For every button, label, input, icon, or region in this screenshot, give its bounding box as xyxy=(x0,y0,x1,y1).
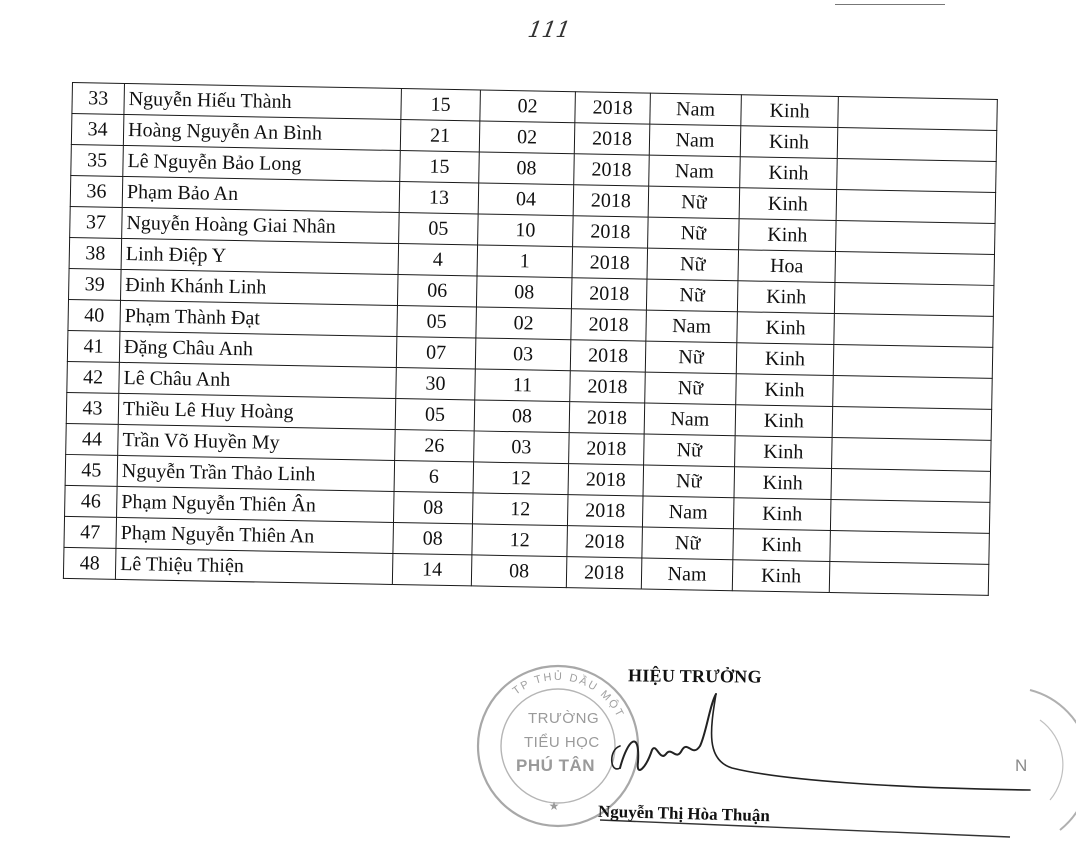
birth-year-cell: 2018 xyxy=(567,495,643,527)
birth-month-cell: 02 xyxy=(480,90,576,123)
notes-cell xyxy=(829,561,989,595)
stamp-text-tieu-hoc: TIỂU HỌC xyxy=(524,734,600,751)
student-name-cell: Phạm Thành Đạt xyxy=(120,300,398,336)
birth-month-cell: 03 xyxy=(475,338,571,371)
notes-cell xyxy=(837,128,997,162)
row-number-cell: 36 xyxy=(70,175,123,207)
gender-cell: Nữ xyxy=(642,527,734,560)
row-number-cell: 34 xyxy=(71,114,124,146)
row-number-cell: 38 xyxy=(69,237,122,269)
student-name-cell: Đặng Châu Anh xyxy=(119,331,397,367)
partial-right-stamp xyxy=(1030,690,1076,830)
birth-day-cell: 13 xyxy=(399,182,479,214)
notes-cell xyxy=(836,190,996,224)
birth-year-cell: 2018 xyxy=(573,216,649,248)
birth-month-cell: 08 xyxy=(471,555,567,588)
gender-cell: Nữ xyxy=(644,434,736,467)
student-name-cell: Phạm Nguyễn Thiên Ân xyxy=(117,486,395,522)
gender-cell: Nữ xyxy=(648,186,740,219)
birth-day-cell: 6 xyxy=(394,460,474,492)
handwritten-signature xyxy=(612,694,1030,790)
gender-cell: Nữ xyxy=(643,465,735,498)
birth-day-cell: 4 xyxy=(398,244,478,276)
birth-day-cell: 05 xyxy=(399,213,479,245)
birth-month-cell: 08 xyxy=(476,276,572,309)
ethnicity-cell: Kinh xyxy=(734,467,832,500)
row-number-cell: 44 xyxy=(66,423,119,455)
birth-month-cell: 02 xyxy=(479,121,575,154)
birth-day-cell: 05 xyxy=(397,306,477,338)
birth-month-cell: 10 xyxy=(478,214,574,247)
birth-month-cell: 12 xyxy=(473,462,569,495)
gender-cell: Nam xyxy=(649,124,741,157)
birth-day-cell: 06 xyxy=(397,275,477,307)
ethnicity-cell: Kinh xyxy=(741,95,839,128)
gender-cell: Nam xyxy=(650,93,742,126)
student-name-cell: Hoàng Nguyễn An Bình xyxy=(123,114,401,150)
page-number-mark: 111 xyxy=(525,18,573,43)
ethnicity-cell: Kinh xyxy=(740,126,838,159)
birth-month-cell: 11 xyxy=(475,369,571,402)
birth-day-cell: 07 xyxy=(396,336,476,368)
ethnicity-cell: Kinh xyxy=(740,157,838,190)
gender-cell: Nữ xyxy=(647,248,739,281)
row-number-cell: 46 xyxy=(65,485,118,517)
student-name-cell: Lê Thiệu Thiện xyxy=(115,548,393,584)
stamp-text-phu-tan: PHÚ TÂN xyxy=(516,756,596,775)
stamp-text-truong: TRƯỜNG xyxy=(528,710,600,727)
birth-day-cell: 15 xyxy=(401,89,481,121)
notes-cell xyxy=(833,375,993,409)
ethnicity-cell: Kinh xyxy=(737,312,835,345)
student-name-cell: Nguyễn Hiếu Thành xyxy=(124,83,402,119)
row-number-cell: 39 xyxy=(69,268,122,300)
birth-year-cell: 2018 xyxy=(569,433,645,465)
birth-month-cell: 12 xyxy=(472,493,568,526)
notes-cell xyxy=(830,499,990,533)
birth-day-cell: 26 xyxy=(395,429,475,461)
row-number-cell: 41 xyxy=(67,330,120,362)
notes-cell xyxy=(836,221,996,255)
gender-cell: Nam xyxy=(642,496,734,529)
row-number-cell: 43 xyxy=(66,392,119,424)
student-name-cell: Trần Võ Huyền My xyxy=(118,424,396,460)
ethnicity-cell: Kinh xyxy=(732,560,830,593)
birth-year-cell: 2018 xyxy=(572,247,648,279)
birth-year-cell: 2018 xyxy=(570,340,646,372)
row-number-cell: 42 xyxy=(67,361,120,393)
birth-year-cell: 2018 xyxy=(575,92,651,124)
ethnicity-cell: Kinh xyxy=(735,405,833,438)
student-name-cell: Phạm Bảo An xyxy=(122,176,400,212)
birth-year-cell: 2018 xyxy=(568,464,644,496)
principal-name: Nguyễn Thị Hòa Thuận xyxy=(597,801,771,826)
birth-year-cell: 2018 xyxy=(570,371,646,403)
birth-day-cell: 21 xyxy=(400,120,480,152)
student-roster-body xyxy=(63,83,997,596)
gender-cell: Nữ xyxy=(645,372,737,405)
birth-year-cell: 2018 xyxy=(574,154,650,186)
stamp-star-icon: ★ xyxy=(548,799,560,813)
ethnicity-cell: Kinh xyxy=(737,281,835,314)
row-number-cell: 47 xyxy=(64,516,117,548)
ethnicity-cell: Kinh xyxy=(736,343,834,376)
ethnicity-cell: Kinh xyxy=(736,374,834,407)
birth-month-cell: 04 xyxy=(478,183,574,216)
birth-month-cell: 12 xyxy=(472,524,568,557)
birth-day-cell: 08 xyxy=(393,491,473,523)
student-name-cell: Lê Nguyễn Bảo Long xyxy=(123,145,401,181)
ethnicity-cell: Kinh xyxy=(739,188,837,221)
ethnicity-cell: Kinh xyxy=(733,529,831,562)
birth-year-cell: 2018 xyxy=(574,123,650,155)
principal-title: HIỆU TRƯỞNG xyxy=(627,665,762,687)
birth-year-cell: 2018 xyxy=(566,557,642,589)
birth-month-cell: 02 xyxy=(476,307,572,340)
student-name-cell: Phạm Nguyễn Thiên An xyxy=(116,517,394,553)
notes-cell xyxy=(838,97,998,131)
student-name-cell: Đinh Khánh Linh xyxy=(121,269,399,305)
birth-year-cell: 2018 xyxy=(567,526,643,558)
ethnicity-cell: Kinh xyxy=(735,436,833,469)
birth-month-cell: 08 xyxy=(474,400,570,433)
ethnicity-cell: Kinh xyxy=(739,219,837,252)
row-number-cell: 45 xyxy=(65,454,118,486)
notes-cell xyxy=(832,437,992,471)
gender-cell: Nữ xyxy=(645,341,737,374)
gender-cell: Nam xyxy=(649,155,741,188)
signature-block xyxy=(470,650,1076,867)
right-stamp-fragment-text: N xyxy=(1015,756,1028,775)
gender-cell: Nam xyxy=(641,558,733,591)
birth-year-cell: 2018 xyxy=(571,309,647,341)
notes-cell xyxy=(830,530,990,564)
row-number-cell: 48 xyxy=(63,547,116,579)
birth-year-cell: 2018 xyxy=(571,278,647,310)
student-name-cell: Lê Châu Anh xyxy=(119,362,397,398)
notes-cell xyxy=(832,406,992,440)
birth-day-cell: 14 xyxy=(392,553,472,585)
row-number-cell: 40 xyxy=(68,299,121,331)
student-roster-table xyxy=(63,82,998,596)
birth-month-cell: 08 xyxy=(479,152,575,185)
notes-cell xyxy=(831,468,991,502)
birth-month-cell: 03 xyxy=(474,431,570,464)
row-number-cell: 37 xyxy=(70,206,123,238)
birth-day-cell: 15 xyxy=(400,151,480,183)
birth-day-cell: 05 xyxy=(395,398,475,430)
student-name-cell: Nguyễn Hoàng Giai Nhân xyxy=(122,207,400,243)
student-name-cell: Linh Điệp Y xyxy=(121,238,399,274)
gender-cell: Nữ xyxy=(648,217,740,250)
notes-cell xyxy=(834,314,994,348)
gender-cell: Nam xyxy=(646,310,738,343)
birth-month-cell: 1 xyxy=(477,245,573,278)
top-edge-line xyxy=(835,4,945,5)
gender-cell: Nam xyxy=(644,403,736,436)
notes-cell xyxy=(833,345,993,379)
birth-day-cell: 08 xyxy=(393,522,473,554)
birth-year-cell: 2018 xyxy=(569,402,645,434)
notes-cell xyxy=(835,252,995,286)
birth-day-cell: 30 xyxy=(396,367,476,399)
row-number-cell: 33 xyxy=(72,83,125,115)
student-name-cell: Thiều Lê Huy Hoàng xyxy=(118,393,396,429)
ethnicity-cell: Kinh xyxy=(733,498,831,531)
notes-cell xyxy=(834,283,994,317)
birth-year-cell: 2018 xyxy=(573,185,649,217)
row-number-cell: 35 xyxy=(71,144,124,176)
student-name-cell: Nguyễn Trần Thảo Linh xyxy=(117,455,395,491)
gender-cell: Nữ xyxy=(646,279,738,312)
ethnicity-cell: Hoa xyxy=(738,250,836,283)
student-table-wrapper xyxy=(63,82,998,596)
notes-cell xyxy=(837,159,997,193)
stamp-ring-text: TP THỦ DẦU MỘT xyxy=(510,670,627,721)
